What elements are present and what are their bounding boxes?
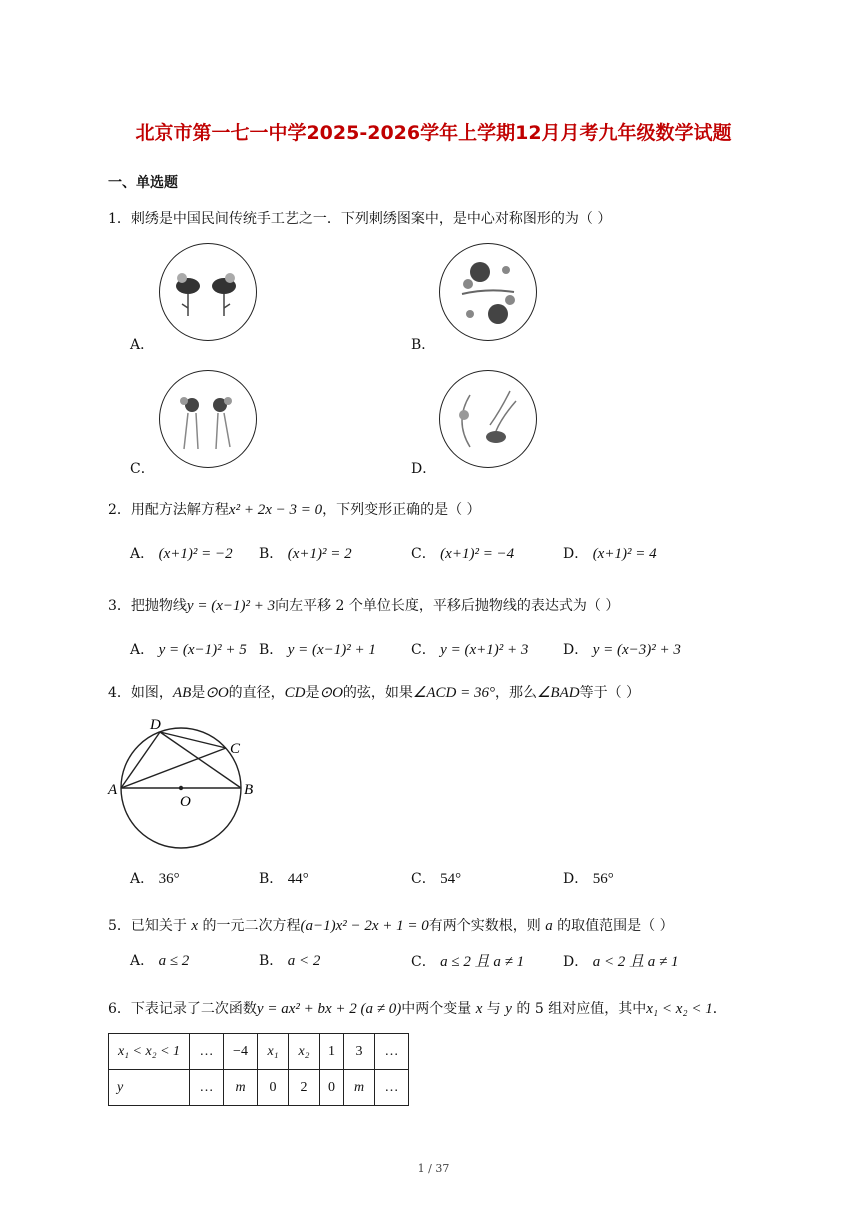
question-6	[108, 998, 727, 1018]
q4-option-d-value: 56°	[592, 871, 614, 887]
question-3	[108, 595, 619, 615]
table-cell: …	[375, 1034, 409, 1070]
q6-equation: y = ax² + bx + 2 (a ≠ 0)	[256, 1001, 402, 1017]
q3-option-d-label: D．	[563, 642, 589, 658]
q2-option-a	[130, 543, 233, 563]
q2-option-a-value: (x+1)² = −2	[158, 546, 233, 562]
q5-option-b	[259, 950, 320, 970]
q6-var-x: x	[475, 1001, 483, 1017]
q6-text-pre: 6．下表记录了二次函数	[108, 1001, 257, 1017]
center-point	[179, 786, 183, 790]
q6-condition: x₁ < x₂ < 1	[646, 1001, 713, 1017]
q3-text-post: 向左平移 2 个单位长度，平移后抛物线的表达式为（ ）	[275, 598, 620, 614]
label-b: B	[244, 782, 254, 798]
table-cell: m	[224, 1070, 258, 1106]
table-cell: y	[109, 1070, 190, 1106]
table-cell: 0	[258, 1070, 289, 1106]
q5-option-b-label: B．	[259, 953, 284, 969]
q5-option-a	[130, 950, 189, 970]
embroidery-image-b	[439, 243, 537, 341]
q4-text-d: 是	[305, 685, 320, 701]
table-row	[109, 1034, 409, 1070]
q2-option-d-label: D．	[563, 546, 589, 562]
q5-var-a: a	[545, 918, 553, 934]
q5-option-d	[563, 950, 679, 971]
table-cell: x₁	[258, 1034, 289, 1070]
q4-circle-o-1: ⊙O	[205, 685, 229, 701]
q2-option-d	[563, 543, 657, 563]
label-a: A	[108, 782, 118, 798]
q4-angle-bad: ∠BAD	[536, 685, 580, 701]
table-cell: m	[344, 1070, 375, 1106]
q4-text-b: 是	[191, 685, 206, 701]
embroidery-image-c	[159, 370, 257, 468]
q3-option-c-label: C．	[411, 642, 436, 658]
q5-option-b-value: a < 2	[287, 953, 321, 969]
q5-option-a-value: a ≤ 2	[158, 953, 190, 969]
q2-equation: x² + 2x − 3 = 0	[228, 502, 323, 518]
q4-angle-acd: ∠ACD = 36°	[412, 685, 495, 701]
q4-option-a-value: 36°	[158, 871, 180, 887]
table-cell: x₂	[289, 1034, 320, 1070]
q3-option-b-value: y = (x−1)² + 1	[287, 642, 376, 658]
table-cell: −4	[224, 1034, 258, 1070]
table-cell: x₁ < x₂ < 1	[109, 1034, 190, 1070]
q4-option-b-value: 44°	[287, 871, 309, 887]
q5-text-pre: 5．已知关于	[108, 918, 192, 934]
q3-option-c	[411, 639, 528, 659]
embroidery-image-a	[159, 243, 257, 341]
page-title: 北京市第一七一中学2025-2026学年上学期12月月考九年级数学试题	[135, 122, 732, 144]
q2-option-c	[411, 543, 514, 563]
q3-option-c-value: y = (x+1)² + 3	[440, 642, 529, 658]
q5-equation: (a−1)x² − 2x + 1 = 0	[300, 918, 429, 934]
table-cell: …	[190, 1070, 224, 1106]
q2-option-a-label: A．	[130, 546, 155, 562]
q4-text-e: 的弦，如果	[342, 685, 413, 701]
q4-option-a	[130, 868, 180, 888]
q5-option-c-value: a ≤ 2 且 a ≠ 1	[440, 954, 525, 970]
label-o: O	[180, 794, 191, 810]
q2-option-c-value: (x+1)² = −4	[440, 546, 515, 562]
q5-option-d-label: D．	[563, 954, 589, 970]
q5-text-post: 有两个实数根，则	[428, 918, 546, 934]
table-cell: 2	[289, 1070, 320, 1106]
q6-value-table	[108, 1033, 409, 1106]
q3-option-d-value: y = (x−3)² + 3	[592, 642, 681, 658]
chord-ac	[121, 748, 226, 788]
page-number: 1 / 37	[417, 1162, 450, 1175]
q2-text-post: ，下列变形正确的是（ ）	[322, 502, 481, 518]
q2-option-b	[259, 543, 352, 563]
q4-text-g: 等于（ ）	[579, 685, 641, 701]
label-d: D	[150, 717, 161, 733]
q1-option-d-label: D．	[411, 461, 437, 477]
q2-option-b-label: B．	[259, 546, 284, 562]
q4-option-c-value: 54°	[440, 871, 462, 887]
table-cell: 3	[344, 1034, 375, 1070]
q4-ab: AB	[172, 685, 192, 701]
q4-option-c	[411, 868, 461, 888]
q2-text-pre: 2．用配方法解方程	[108, 502, 229, 518]
q4-text-c: 的直径，	[228, 685, 285, 701]
embroidery-image-d	[439, 370, 537, 468]
q3-option-a	[130, 639, 247, 659]
label-c: C	[230, 741, 241, 757]
q2-option-c-label: C．	[411, 546, 436, 562]
q6-text-mid: 中两个变量	[401, 1001, 476, 1017]
q5-option-d-value: a < 2 且 a ≠ 1	[592, 954, 679, 970]
table-cell: 0	[320, 1070, 344, 1106]
table-row	[109, 1070, 409, 1106]
q4-circle-o-2: ⊙O	[319, 685, 343, 701]
q3-option-b-label: B．	[259, 642, 284, 658]
q5-text-mid: 的一元二次方程	[198, 918, 301, 934]
q3-option-a-value: y = (x−1)² + 5	[158, 642, 247, 658]
q3-equation: y = (x−1)² + 3	[186, 598, 276, 614]
section-heading: 一、单选题	[108, 175, 178, 191]
q4-text-f: ，那么	[494, 685, 537, 701]
q6-text-post: 的 5 组对应值，其中	[511, 1001, 647, 1017]
q6-text-and: 与	[482, 1001, 506, 1017]
q1-option-b-label: B．	[411, 337, 436, 353]
q4-option-a-label: A．	[130, 871, 155, 887]
table-cell: …	[190, 1034, 224, 1070]
table-cell: 1	[320, 1034, 344, 1070]
q5-option-c-label: C．	[411, 954, 436, 970]
q3-option-b	[259, 639, 376, 659]
q5-option-c	[411, 950, 524, 971]
question-1-text: 1．刺绣是中国民间传统手工艺之一．下列刺绣图案中，是中心对称图形的为（ ）	[108, 211, 612, 227]
q5-option-a-label: A．	[130, 953, 155, 969]
q3-option-d	[563, 639, 681, 659]
table-cell: …	[375, 1070, 409, 1106]
q1-option-c-label: C．	[130, 461, 155, 477]
q6-period: ．	[712, 1001, 727, 1017]
q4-option-b	[259, 868, 309, 888]
chord-db	[160, 732, 241, 788]
q2-option-b-value: (x+1)² = 2	[287, 546, 352, 562]
q5-var-x: x	[191, 918, 199, 934]
chord-ad	[121, 732, 160, 788]
q4-option-c-label: C．	[411, 871, 436, 887]
question-2	[108, 499, 481, 519]
q4-cd: CD	[284, 685, 306, 701]
q4-circle-figure	[100, 712, 270, 862]
q4-option-d-label: D．	[563, 871, 589, 887]
q3-option-a-label: A．	[130, 642, 155, 658]
q4-option-d	[563, 868, 614, 888]
q5-text-end: 的取值范围是（ ）	[552, 918, 674, 934]
q6-var-y: y	[505, 1001, 512, 1017]
q4-text-a: 4．如图，	[108, 685, 173, 701]
q2-option-d-value: (x+1)² = 4	[592, 546, 657, 562]
question-5	[108, 915, 674, 935]
q3-text-pre: 3．把抛物线	[108, 598, 187, 614]
question-4	[108, 682, 640, 702]
q4-option-b-label: B．	[259, 871, 284, 887]
q1-option-a-label: A．	[130, 337, 155, 353]
